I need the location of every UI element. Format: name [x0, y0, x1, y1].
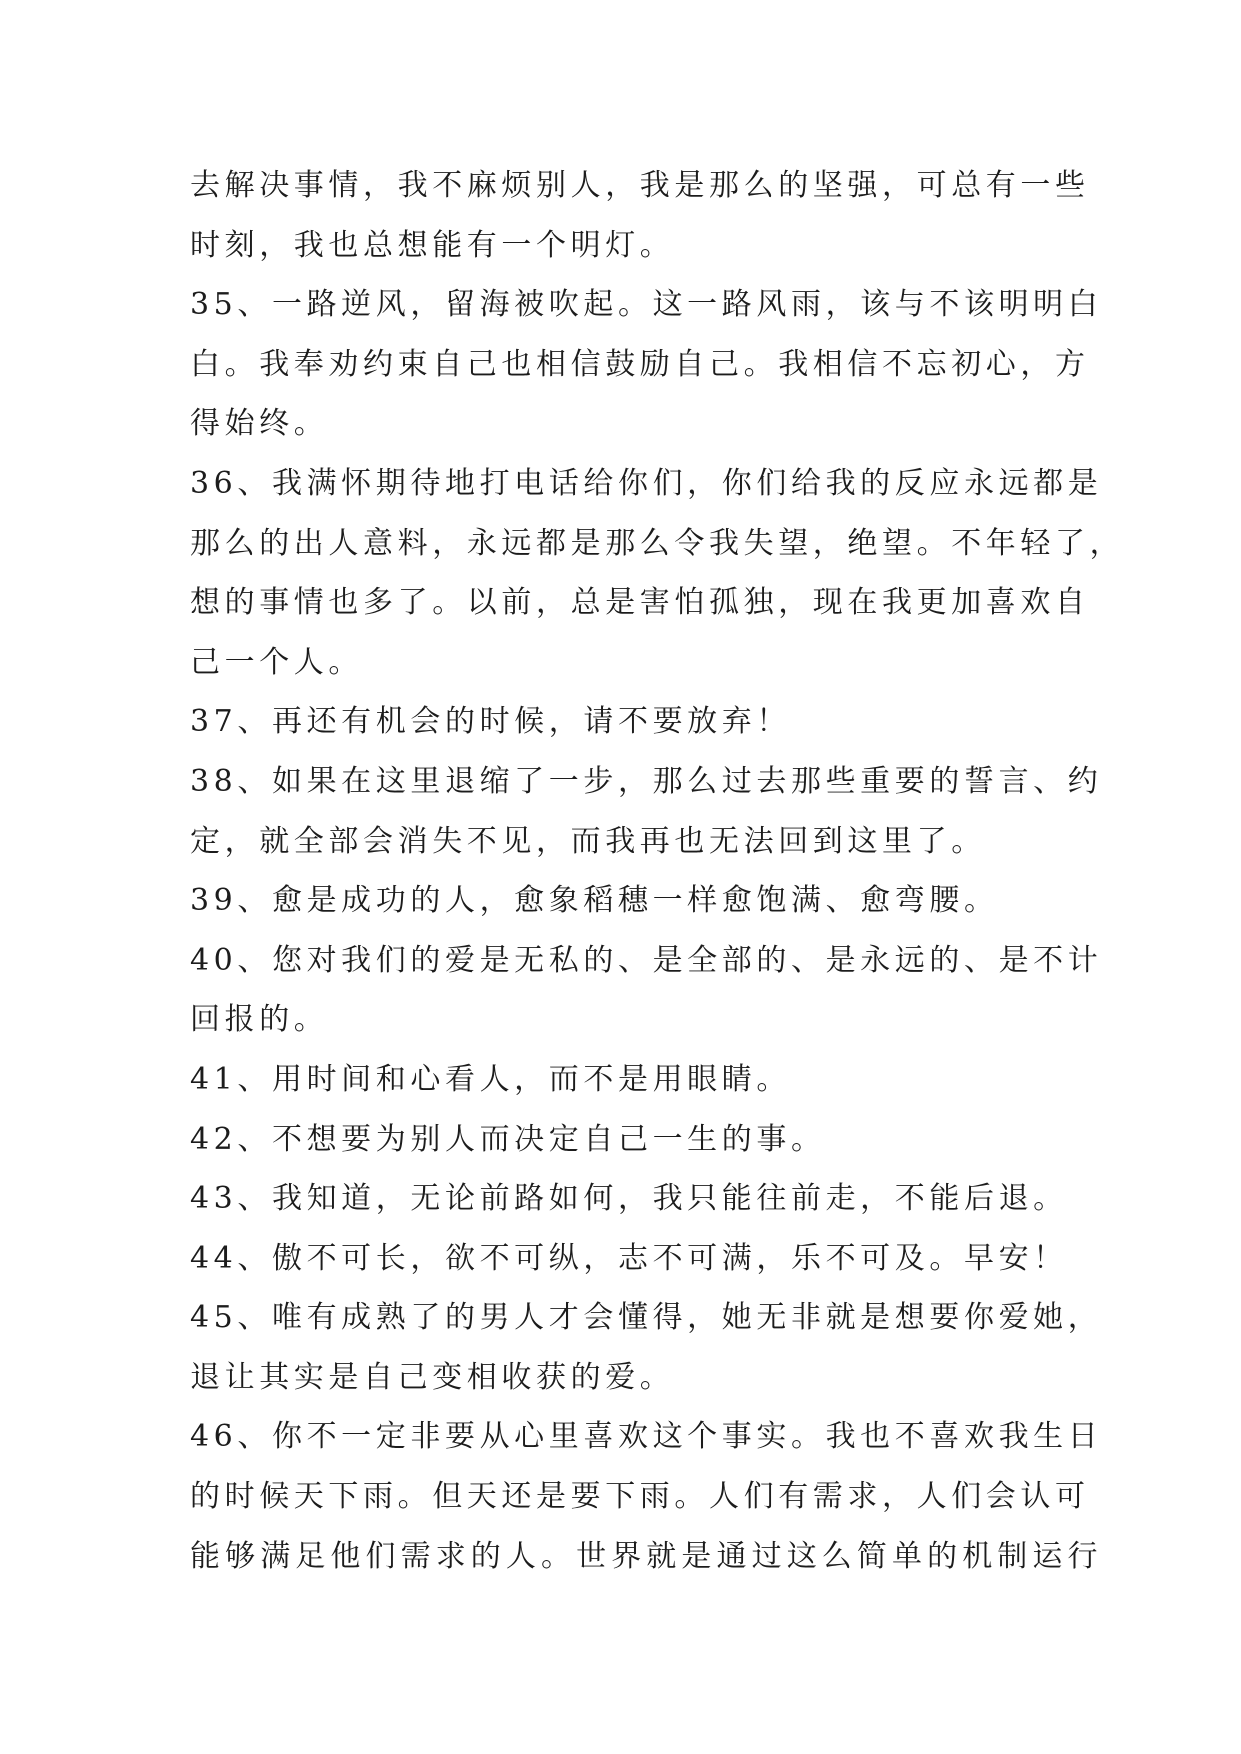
text-line: 37、再还有机会的时候，请不要放弃！: [190, 704, 791, 740]
text-line: 时刻，我也总想能有一个明灯。: [190, 227, 675, 263]
text-line: 去解决事情，我不麻烦别人，我是那么的坚强，可总有一些: [190, 168, 1090, 203]
text-line: 退让其实是自己变相收获的爱。: [190, 1359, 675, 1395]
text-line: 定，就全部会消失不见，而我再也无法回到这里了。: [190, 823, 986, 859]
text-line: 的时候天下雨。但天还是要下雨。人们有需求，人们会认可: [190, 1479, 1090, 1515]
text-line: 38、如果在这里退缩了一步，那么过去那些重要的誓言、约: [190, 763, 1103, 799]
text-line: 35、一路逆风，留海被吹起。这一路风雨，该与不该明明白: [190, 287, 1103, 323]
text-line: 40、您对我们的爱是无私的、是全部的、是永远的、是不计: [190, 942, 1103, 978]
text-line: 39、愈是成功的人，愈象稻穗一样愈饱满、愈弯腰。: [190, 883, 999, 919]
text-line: 己一个人。: [190, 644, 363, 680]
text-line: 能够满足他们需求的人。世界就是通过这么简单的机制运行: [190, 1538, 1103, 1574]
text-line: 回报的。: [190, 1002, 329, 1038]
text-line: 45、唯有成熟了的男人才会懂得，她无非就是想要你爱她，: [190, 1300, 1103, 1336]
text-line: 41、用时间和心看人，而不是用眼睛。: [190, 1061, 791, 1097]
document-body: [190, 156, 1125, 1586]
text-line: 36、我满怀期待地打电话给你们，你们给我的反应永远都是: [190, 465, 1103, 501]
text-line: 43、我知道，无论前路如何，我只能往前走，不能后退。: [190, 1181, 1068, 1217]
text-line: 46、你不一定非要从心里喜欢这个事实。我也不喜欢我生日: [190, 1419, 1103, 1455]
text-line: 得始终。: [190, 406, 329, 442]
text-line: 44、傲不可长，欲不可纵，志不可满，乐不可及。早安！: [190, 1240, 1068, 1276]
text-line: 那么的出人意料，永远都是那么令我失望，绝望。不年轻了，: [190, 525, 1125, 561]
text-line: 想的事情也多了。以前，总是害怕孤独，现在我更加喜欢自: [190, 585, 1090, 621]
text-line: 白。我奉劝约束自己也相信鼓励自己。我相信不忘初心，方: [190, 346, 1090, 382]
text-line: 42、不想要为别人而决定自己一生的事。: [190, 1121, 826, 1157]
